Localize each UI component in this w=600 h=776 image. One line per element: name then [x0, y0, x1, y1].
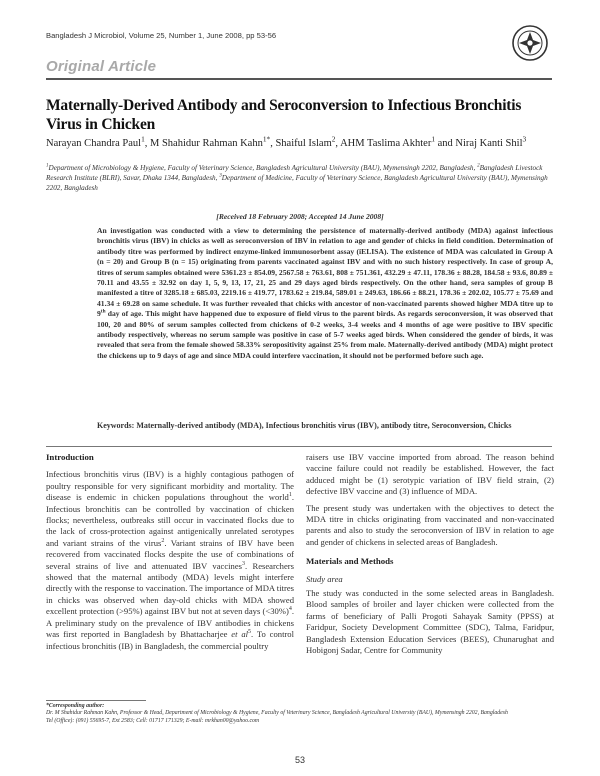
- keywords: Keywords: Maternally-derived antibody (MDA), Infectious bronchitis virus (IBV), antibody titre, Seroconversion, Chicks: [97, 421, 512, 430]
- page-number: 53: [294, 755, 305, 765]
- header-divider: [46, 78, 552, 80]
- journal-crest-icon: [511, 24, 549, 62]
- received-dates: [Received 18 February 2008; Accepted 14 June 2008]: [216, 212, 384, 221]
- paragraph: The study was conducted in the some selected areas in Bangladesh. Blood samples of broiler and layer chicken were collected from the farms of beneficiary of Palli Progoti Sahayak Samity (PPSS) at Faridpur, Society Development Committee (SDC), Talma, Faridpur, Bangladesh Extension Education Services (BEES), Chunarughat and Hobigonj Sadar, Centre for Community: [306, 588, 554, 656]
- paragraph: raisers use IBV vaccine imported from abroad. The reason behind vaccine failure could not readily be established. However, the fact adduced might be (1) serotypic variation of IBV field strain, (2) defective IBV vaccine and (3) influence of MDA.: [306, 452, 554, 497]
- author-name: , AHM Taslima Akhter: [335, 138, 432, 149]
- section-heading-methods: Materials and Methods: [306, 556, 394, 567]
- abstract: An investigation was conducted with a view to determining the persistence of maternally-derived antibody (MDA) against infectious bronchitis virus (IBV) in chicks as well as seroconversion of IBV in relation to age and gender of chicks in field condition. Determination of antibody titre was performed by indirect enzyme-linked immunosorbent assay (iELISA). The existence of MDA was calculated in Group A (n = 20) and Group B (n = 15) originating from parents vaccinated against IBV and with no such history respectively. In case of group A, titres of serum samples obtained were 5361.23 ± 854.09, 2567.58 ± 763.61, 808 ± 751.361, 432.29 ± 47.11, 178.36 ± 88.28, 184.58 ± 93.6, 80.89 ± 70.11 and 43.55 ± 32.92 on day 1, 5, 9, 13, 17, 21, 25 and 29 days aged birds respectively. On the other hand, sera samples of group B manifested a titre of 3285.18 ± 685.03, 2219.16 ± 419.77, 1783.62 ± 219.84, 589.01 ± 249.63, 186.66 ± 88.21, 178.36 ± 202.02, 105.77 ± 75.69 and 41.34 ± 69.28 on same schedule. It was further revealed that chicks with ancestor of non-vaccinated parents showed higher MDA titre up to 9th day of age. This might have happened due to exposure of field virus to the parent birds. As regards seroconversion, it was observed that 100, 20 and 80% of serum samples collected from chickens of 0-2 weeks, 3-4 weeks and 4 months of age were positive to IBV specific antibody respectively, whereas no serum sample was positive in case of 5-7 weeks aged birds. When considered the gender of birds, it was revealed that sera from the female showed 58.33% seropositivity against 25% from male. Maternally-derived antibody (MDA) might protect the chickens up to 9 days of age and since MDA could interfere vaccination, it should not be performed before such age.: [97, 226, 553, 360]
- paragraph: The present study was undertaken with the objectives to detect the MDA titre in chicks originating from vaccinated and non-vaccinated parents and also to study the seroconversion of IBV in relation to age and gender of chickens in selected areas of Bangladesh.: [306, 502, 554, 547]
- body-divider: [46, 446, 552, 447]
- corresponding-author-footnote: *Corresponding author: Dr. M Shahidur Rahman Kahn, Professor & Head, Department of Microbiology & Hygiene, Faculty of Veterinary Science, Bangladesh Agricultural University (BAU), Mymensingh 2202, Bangladesh Tel (Office): (091) 55695-7, Ext 2583; Cell: 01717 171329; E-mail: mrkhan00@yahoo.com: [46, 703, 508, 724]
- paragraph: Infectious bronchitis virus (IBV) is a highly contagious pathogen of poultry responsible for very significant morbidity and mortality. The disease is endemic in chicken populations throughout the world$^1$. Infectious bronchitis can be controlled by vaccination of chicken flocks; nevertheless, outbreaks still occur in vaccinated flocks due to the lack of cross-protection against antigenically unrelated serotypes and variant strains of the virus$^2$. Variant strains of IBV have been recovered from vaccinated flocks despite the use of combinations of several strains of live and attenuated IBV vaccines$^3$. Researchers showed that the maternal antibody (MDA) levels might interfere directly with the response to vaccination. The importance of MDA titres in chicks was observed when day-old chicks with MDA showed excellent protection (>95%) against IBV but not at seven days (<30%)$^4$. A preliminary study on the prevalence of IBV antibodies in chickens was first reported in Bangladesh by Bhattacharjee et $al^5$. To control infectious bronchitis (IB) in Bangladesh, the commercial poultry: [46, 469, 294, 651]
- author-name: and Niraj Kanti Shil: [435, 138, 523, 149]
- author-name: , Shaiful Islam: [270, 138, 332, 149]
- author-name: , M Shahidur Rahman Kahn: [144, 138, 263, 149]
- subsection-heading-study-area: Study area: [306, 573, 343, 584]
- right-column: [306, 452, 554, 662]
- left-column: [46, 452, 294, 657]
- article-title: Maternally-Derived Antibody and Seroconversion to Infectious Bronchitis Virus in Chicken: [46, 97, 522, 133]
- author-list: Narayan Chandra Paul$^1$, M Shahidur Rahman Kahn$^{1*}$, Shaiful Islam$^2$, AHM Taslima Akhter$^1$ and Niraj Kanti Shil$^3$: [46, 134, 527, 149]
- author-name: Narayan Chandra Paul: [46, 138, 142, 149]
- section-label: Original Article: [46, 58, 157, 75]
- affiliations: $^1$Department of Microbiology & Hygiene, Faculty of Veterinary Science, Bangladesh Agricultural University (BAU), Mymensingh 2202, Bangladesh, $^2$Bangladesh Livestock Research Institute (BLRI), Savar, Dhaka 1344, Bangladesh, $^3$Department of Medicine, Faculty of Veterinary Science, Bangladesh Agricultural University (BAU), Mymensingh 2202, Bangladesh: [46, 163, 548, 192]
- journal-citation: Bangladesh J Microbiol, Volume 25, Number 1, June 2008, pp 53-56: [46, 31, 277, 40]
- section-heading-introduction: Introduction: [46, 452, 94, 462]
- footnote-divider: [46, 700, 146, 701]
